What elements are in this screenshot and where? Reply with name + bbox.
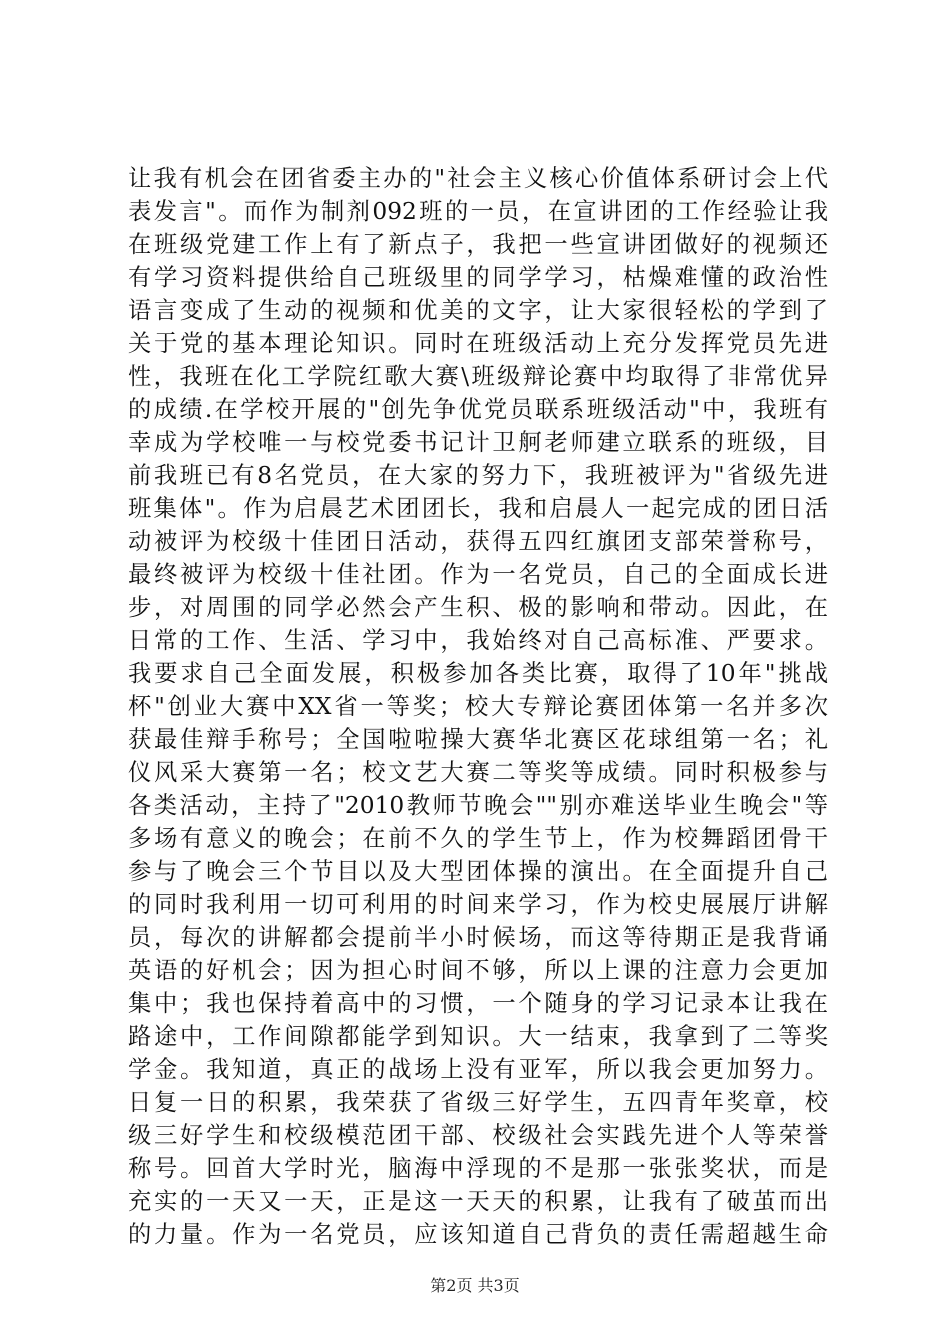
text-line: 杯"创业大赛中XX省一等奖；校大专辩论赛团体第一名并多次 — [128, 693, 828, 720]
text-line: 我要求自己全面发展，积极参加各类比赛，取得了10年"挑战 — [128, 660, 828, 687]
text-line: 级三好学生和校级模范团干部、校级社会实践先进个人等荣誉 — [128, 1122, 828, 1149]
text-line: 各类活动，主持了"2010教师节晚会""别亦难送毕业生晚会"等 — [128, 792, 828, 819]
page-footer: 第2页 共3页 — [430, 1276, 520, 1295]
text-line: 称号。回首大学时光，脑海中浮现的不是那一张张奖状，而是 — [128, 1155, 828, 1182]
text-line: 英语的好机会；因为担心时间不够，所以上课的注意力会更加 — [128, 957, 828, 984]
text-line: 关于党的基本理论知识。同时在班级活动上充分发挥党员先进 — [128, 330, 828, 357]
text-line: 语言变成了生动的视频和优美的文字，让大家很轻松的学到了 — [128, 297, 828, 324]
text-line: 学金。我知道，真正的战场上没有亚军，所以我会更加努力。 — [128, 1056, 828, 1083]
text-line: 性，我班在化工学院红歌大赛\班级辩论赛中均取得了非常优异 — [128, 363, 828, 390]
text-line: 步，对周围的同学必然会产生积、极的影响和带动。因此，在 — [128, 594, 828, 621]
text-line: 充实的一天又一天，正是这一天天的积累，让我有了破茧而出 — [128, 1188, 828, 1215]
text-line: 仪风采大赛第一名；校文艺大赛二等奖等成绩。同时积极参与 — [128, 759, 828, 786]
text-line: 参与了晚会三个节目以及大型团体操的演出。在全面提升自己 — [128, 858, 828, 885]
text-line: 班集体"。作为启晨艺术团团长，我和启晨人一起完成的团日活 — [128, 495, 828, 522]
text-line: 的成绩.在学校开展的"创先争优党员联系班级活动"中，我班有 — [128, 396, 828, 423]
text-line: 最终被评为校级十佳社团。作为一名党员，自己的全面成长进 — [128, 561, 828, 588]
text-line: 幸成为学校唯一与校党委书记计卫舸老师建立联系的班级，目 — [128, 429, 828, 456]
text-line: 动被评为校级十佳团日活动，获得五四红旗团支部荣誉称号， — [128, 528, 828, 555]
text-line: 多场有意义的晚会；在前不久的学生节上，作为校舞蹈团骨干 — [128, 825, 828, 852]
text-line: 员，每次的讲解都会提前半小时候场，而这等待期正是我背诵 — [128, 924, 828, 951]
text-line: 日常的工作、生活、学习中，我始终对自己高标准、严要求。 — [128, 627, 828, 654]
text-line: 前我班已有8名党员，在大家的努力下，我班被评为"省级先进 — [128, 462, 828, 489]
text-line: 的同时我利用一切可利用的时间来学习，作为校史展展厅讲解 — [128, 891, 828, 918]
text-line: 路途中，工作间隙都能学到知识。大一结束，我拿到了二等奖 — [128, 1023, 828, 1050]
text-line: 日复一日的积累，我荣获了省级三好学生，五四青年奖章，校 — [128, 1089, 828, 1116]
text-line: 的力量。作为一名党员，应该知道自己背负的责任需超越生命 — [128, 1221, 828, 1248]
text-line: 集中；我也保持着高中的习惯，一个随身的学习记录本让我在 — [128, 990, 828, 1017]
text-line: 有学习资料提供给自己班级里的同学学习，枯燥难懂的政治性 — [128, 264, 828, 291]
text-line: 让我有机会在团省委主办的"社会主义核心价值体系研讨会上代 — [128, 165, 828, 192]
text-line: 表发言"。而作为制剂092班的一员，在宣讲团的工作经验让我 — [128, 198, 828, 225]
body-text — [128, 162, 828, 1251]
text-line: 获最佳辩手称号；全国啦啦操大赛华北赛区花球组第一名；礼 — [128, 726, 828, 753]
text-line: 在班级党建工作上有了新点子，我把一些宣讲团做好的视频还 — [128, 231, 828, 258]
